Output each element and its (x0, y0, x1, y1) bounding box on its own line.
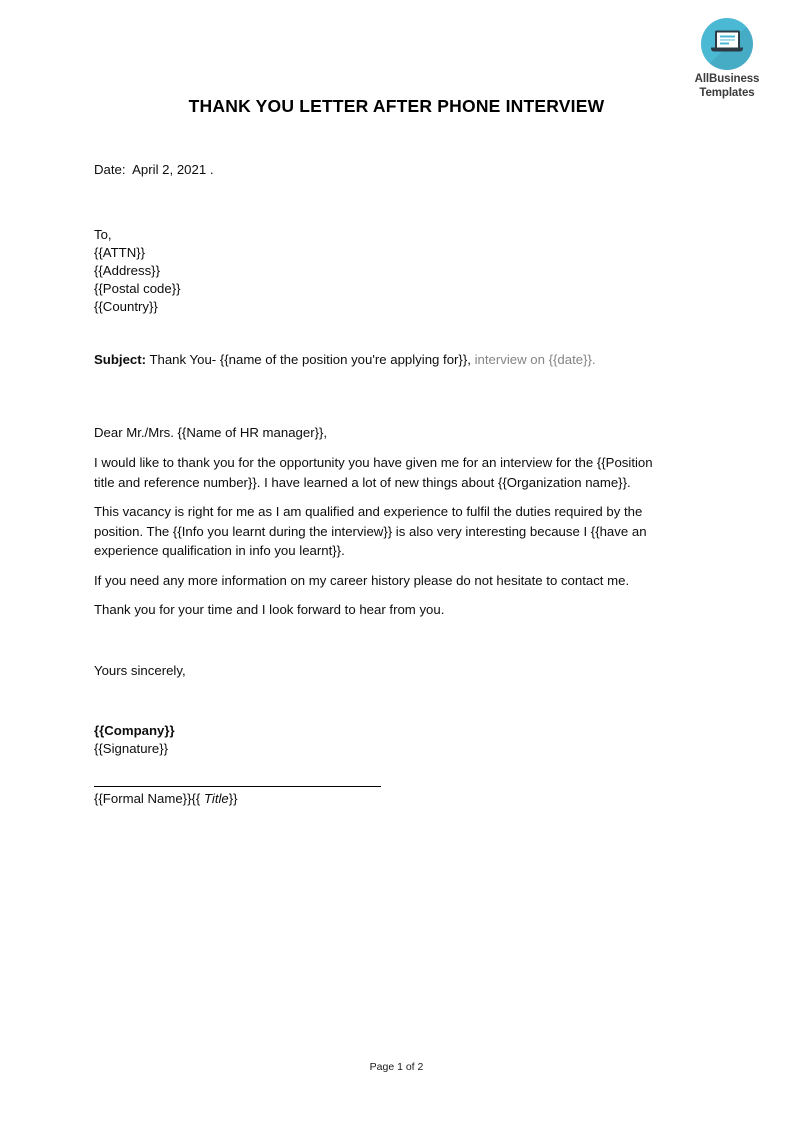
laptop-screen (715, 30, 740, 47)
laptop-icon (701, 18, 753, 70)
salutation: Dear Mr./Mrs. {{Name of HR manager}}, (94, 425, 328, 440)
signature-placeholder: {{Signature}} (94, 741, 169, 756)
laptop-screen-line (720, 43, 729, 45)
logo-text-line1: AllBusiness (694, 73, 760, 85)
formal-name-text: {{Formal Name}}{{ (94, 791, 204, 806)
title-suffix-text: }} (228, 791, 238, 806)
laptop-screen-line (720, 35, 735, 37)
laptop-screen-line (720, 39, 735, 41)
laptop-base (711, 47, 743, 51)
body-paragraph: If you need any more information on my career history please do not hesitate to contact me. (94, 573, 630, 588)
title-text: Title (203, 791, 229, 806)
logo-text-line2: Templates (699, 86, 755, 99)
subject-line (94, 350, 596, 370)
laptop-glyph (711, 30, 743, 56)
page-footer: Page 1 of 2 (369, 1061, 424, 1073)
signature-name-title (94, 789, 238, 809)
address-line: To, (94, 227, 112, 242)
subject-text: Thank You- {{name of the position you're applying for}}, (146, 352, 471, 367)
body-paragraph: Thank you for your time and I look forward to hear from you. (94, 602, 445, 617)
closing-line: Yours sincerely, (94, 663, 186, 678)
address-line: {{Country}} (94, 299, 158, 314)
page-title: THANK YOU LETTER AFTER PHONE INTERVIEW (188, 96, 605, 116)
recipient-address-block (94, 226, 181, 316)
address-line: {{Postal code}} (94, 281, 181, 296)
signature-block (94, 722, 175, 758)
address-line: {{Address}} (94, 263, 160, 278)
address-line: {{ATTN}} (94, 245, 146, 260)
allbusiness-templates-logo (679, 18, 775, 100)
body-paragraph: This vacancy is right for me as I am qualified and experience to fulfil the duties required by the position. The {{Info you learnt during the interview}} is also very interesting because I {{have an experience qualification in info you learnt}}. (94, 504, 647, 558)
subject-muted-text: interview on {{date}}. (470, 352, 596, 367)
signature-rule (94, 786, 381, 787)
subject-label: Subject: (94, 352, 147, 367)
date-line: Date: April 2, 2021 . (94, 162, 214, 177)
body-paragraph: I would like to thank you for the opportunity you have given me for an interview for the {{Position title and reference number}}. I have learned a lot of new things about {{Organization name}}. (94, 455, 653, 490)
signature-company: {{Company}} (94, 723, 175, 738)
